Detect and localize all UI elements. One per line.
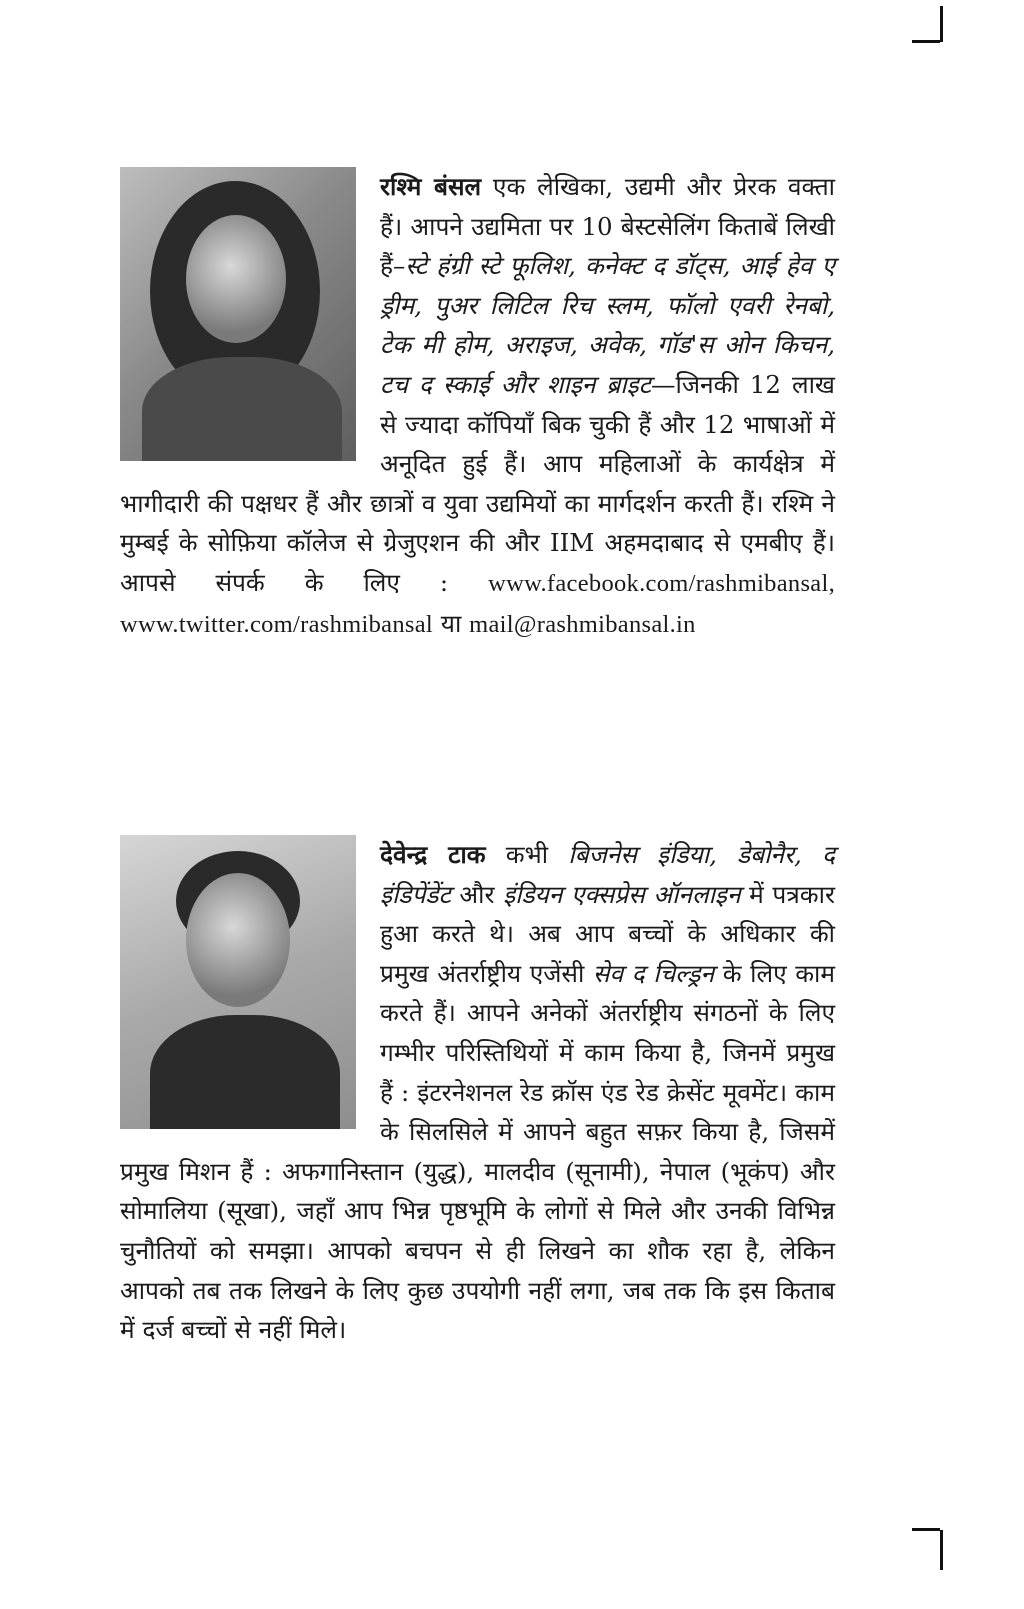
crop-mark-top-right-vertical — [940, 6, 943, 42]
author-name: देवेन्द्र टाक — [380, 840, 486, 869]
author-bio-rashmi — [120, 167, 835, 644]
bio-segment: के लिए काम करते हैं। आपने अनेकों अंतर्राष्ट्रीय संगठनों के लिए गम्भीर परिस्तिथियों में काम किया है, जिनमें प्रमुख हैं : इंटरनेशनल रेड क्रॉस एंड रेड क्रेसेंट मूवमेंट। काम के सिलसिले में आपने बहुत सफ़र किया है, जिसमें प्रमुख मिशन हैं : अफगानिस्तान (युद्ध), मालदीव (सूनामी), नेपाल (भूकंप) और सोमालिया (सूखा), जहाँ आप भिन्न पृष्ठभूमि के लोगों से मिले और उनकी विभिन्न चुनौतियों को समझा। आपको बचपन से ही लिखने का शौक रहा है, लेकिन आपको तब तक लिखने के लिए कुछ उपयोगी नहीं लगा, जब तक कि इस किताब में दर्ज बच्चों से नहीं मिले। — [120, 958, 836, 1345]
publication-names: बिजनेस इंडिया, डेबोनैर, द इंडिपेंडेंट — [380, 840, 835, 909]
crop-mark-bottom-right-horizontal — [912, 1528, 940, 1531]
bio-segment: में पत्रकार हुआ करते थे। अब आप बच्चों के अधिकार की प्रमुख अंतर्राष्ट्रीय एजेंसी — [380, 879, 835, 988]
crop-mark-bottom-right-vertical — [940, 1530, 943, 1570]
bio-segment: —जिनकी 12 लाख से ज्यादा कॉपियाँ बिक चुकी हैं और 12 भाषाओं में अनूदित हुई हैं। आप महिलाओं के कार्यक्षेत्र में भागीदारी की पक्षधर हैं और छात्रों व युवा उद्यमियों का मार्गदर्शन करती हैं। रश्मि ने मुम्बई के सोफ़िया कॉलेज से ग्रेजुएशन की और IIM अहमदाबाद से एमबीए हैं। आपसे संपर्क के लिए : — [120, 369, 835, 597]
email-link[interactable]: mail@rashmibansal.in — [469, 610, 696, 638]
author-bio-devendra — [120, 835, 835, 1350]
bio-segment: और — [450, 879, 504, 909]
book-titles: स्टे हंग्री स्टे फूलिश, कनेक्ट द डॉट्स, आई हेव ए ड्रीम, पुअर लिटिल रिच स्लम, फॉलो एवरी रेनबो, टेक मी होम, अराइज, अवेक, गॉड'स ओन किचन, टच द स्काई और शाइन ब्राइट — [380, 251, 835, 399]
publication-names: इंडियन एक्सप्रेस ऑनलाइन — [503, 879, 741, 909]
author-photo-devendra — [120, 835, 356, 1129]
bio-segment: या — [433, 608, 470, 638]
organization-name: सेव द चिल्ड्रन — [592, 958, 715, 988]
social-links[interactable]: www.facebook.com/rashmibansal, www.twitter.com/rashmibansal — [120, 569, 835, 638]
bio-segment: एक लेखिका, उद्यमी और प्रेरक वक्ता हैं। आपने उद्यमिता पर 10 बेस्टसेलिंग किताबें लिखी हैं– — [380, 172, 836, 281]
author-name: रश्मि बंसल — [380, 172, 482, 201]
crop-mark-top-right-horizontal — [912, 40, 940, 43]
bio-segment: कभी — [485, 840, 569, 869]
author-photo-rashmi — [120, 167, 356, 461]
